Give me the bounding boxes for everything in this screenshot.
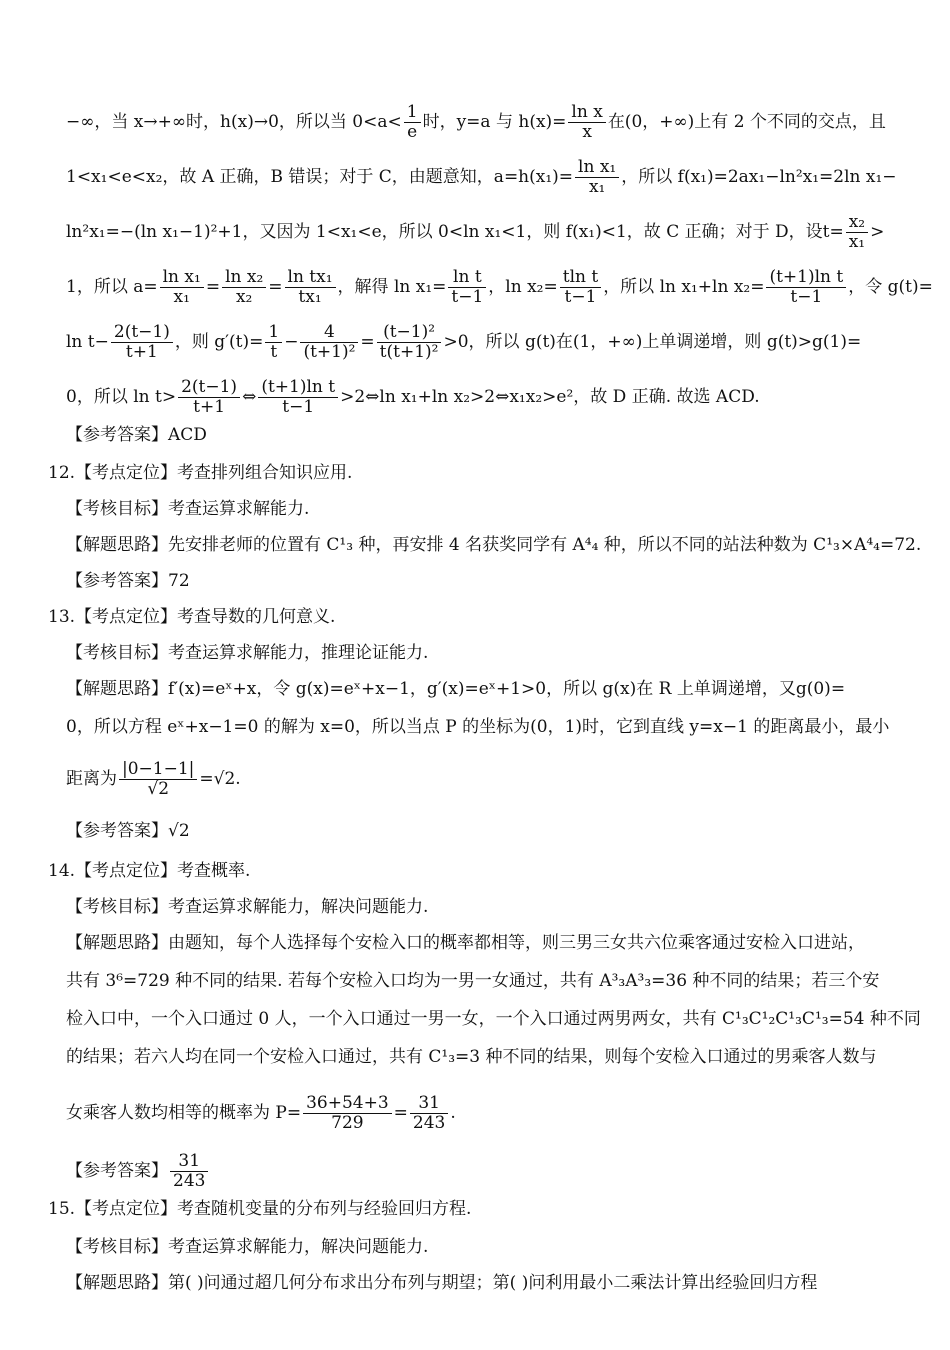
q13-idea-2: 0，所以方程 eˣ+x−1=0 的解为 x=0，所以当点 P 的坐标为(0，1)时，它到直线 y=x−1 的距离最小，最小 (66, 717, 890, 737)
fraction: $\frac{\text{ln x}}{x}$ (568, 103, 605, 142)
q14-answer: 【参考答案】 $\frac{31}{243}$ (66, 1152, 210, 1191)
q15-idea: 【解题思路】第( )问通过超几何分布求出分布列与期望；第( )问利用最小二乘法计算出经验回归方程 (66, 1273, 818, 1293)
q12-goal: 【考核目标】考查运算求解能力. (66, 499, 310, 519)
q11-line-2: 1<x₁<e<x₂，故 A 正确，B 错误；对于 C，由题意知，a=h(x₁)= $\frac{\text{ln x₁}}{\text{x₁}}$ ，所以 f(x₁)=2ax₁−ln²x₁=2ln x₁− (66, 157, 897, 197)
fraction: $\frac{\text{x₂}}{\text{x₁}}$ (846, 213, 868, 252)
q11-answer: 【参考答案】ACD (66, 425, 207, 445)
q12-number: 12.【考点定位】考查排列组合知识应用. (48, 463, 353, 483)
q15-number: 15.【考点定位】考查随机变量的分布列与经验回归方程. (48, 1199, 472, 1219)
q13-goal: 【考核目标】考查运算求解能力，推理论证能力. (66, 643, 429, 663)
q14-number: 14.【考点定位】考查概率. (48, 861, 251, 881)
fraction: $\frac{\text{(t−1)²}}{\text{t(t+1)²}}$ (377, 323, 442, 362)
q14-idea-4: 的结果；若六人均在同一个安检入口通过，共有 C¹₃=3 种不同的结果，则每个安检入口通过的男乘客人数与 (66, 1047, 877, 1067)
fraction: $\frac{\text{ln x₁}}{\text{x₁}}$ (160, 268, 204, 307)
q11-line-6: 0，所以 ln t> $\frac{2(t-1)}{t+1}$ ⇔ $\frac{\text{(t+1)ln t}}{t-1}$ >2⇔ln x₁+ln x₂>2⇔x₁x₂>e²，故 D 正确. 故选 ACD. (66, 377, 760, 417)
q13-idea-1: 【解题思路】f′(x)=eˣ+x，令 g(x)=eˣ+x−1，g′(x)=eˣ+1>0，所以 g(x)在 R 上单调递增，又g(0)= (66, 679, 846, 699)
q12-idea: 【解题思路】先安排老师的位置有 C¹₃ 种，再安排 4 名获奖同学有 A⁴₄ 种，所以不同的站法种数为 C¹₃×A⁴₄=72. (66, 535, 922, 555)
fraction: $\frac{2(t-1)}{t+1}$ (111, 323, 173, 362)
q14-idea-2: 共有 3⁶=729 种不同的结果. 若每个安检入口均为一男一女通过，共有 A³₃A³₃=36 种不同的结果；若三个安 (66, 971, 880, 991)
q13-idea-3: 距离为 $\frac{|0-1-1|}{√2}$ =√2. (66, 759, 241, 799)
fraction: $\frac{\text{ln t}}{t-1}$ (448, 268, 486, 307)
q14-idea-3: 检入口中，一个入口通过 0 人，一个入口通过一男一女，一个入口通过两男两女，共有 C¹₃C¹₂C¹₃C¹₃=54 种不同 (66, 1009, 921, 1029)
fraction: $\frac{4}{\text{(t+1)²}}$ (300, 323, 358, 362)
fraction: $\frac{\text{ln x₁}}{\text{x₁}}$ (575, 158, 619, 197)
fraction: $\frac{\text{tln t}}{t-1}$ (560, 268, 601, 307)
q11-line-4: 1，所以 a= $\frac{\text{ln x₁}}{\text{x₁}}$ = $\frac{\text{ln x₂}}{\text{x₂}}$ = $\frac{\text{ln tx₁}}{\text{tx₁}}$ ，解得 ln x₁= $\frac{\text{ln t}}{t-1}$ ，ln x₂= $\frac{\text{tln t}}{t-1}$ ，所以 ln x₁+ln x₂= $\frac{\text{(t+1)ln t}}{t-1}$ ，令 g(t)= (66, 267, 933, 307)
q11-line-1: −∞，当 x→+∞时，h(x)→0，所以当 0<a< $\frac{1}{e}$ 时，y=a 与 h(x)= $\frac{\text{ln x}}{x}$ 在(0，+∞)上有 2 个不同的交点，且 (66, 102, 886, 142)
q12-answer: 【参考答案】72 (66, 571, 190, 591)
q14-goal: 【考核目标】考查运算求解能力，解决问题能力. (66, 897, 429, 917)
fraction: $\frac{1}{e}$ (404, 103, 421, 142)
q14-idea-5: 女乘客人数均相等的概率为 P= $\frac{36+54+3}{729}$ = $\frac{31}{243}$ . (66, 1093, 456, 1133)
q11-line-5: ln t− $\frac{2(t-1)}{t+1}$ ，则 g′(t)= $\frac{1}{t}$ − $\frac{4}{\text{(t+1)²}}$ = $\frac{\text{(t−1)²}}{\text{t(t+1)²}}$ >0，所以 g(t)在(1，+∞)上单调递增，则 g(t)>g(1)= (66, 322, 862, 362)
fraction: $\frac{\text{ln x₂}}{\text{x₂}}$ (222, 268, 266, 307)
fraction: $\frac{31}{243}$ (170, 1152, 208, 1191)
fraction: $\frac{\text{(t+1)ln t}}{t-1}$ (258, 378, 338, 417)
fraction: $\frac{\text{(t+1)ln t}}{t-1}$ (766, 268, 846, 307)
q13-answer: 【参考答案】√2 (66, 821, 190, 841)
fraction: $\frac{\text{ln tx₁}}{\text{tx₁}}$ (285, 268, 336, 307)
fraction: $\frac{2(t-1)}{t+1}$ (178, 378, 240, 417)
q14-idea-1: 【解题思路】由题知，每个人选择每个安检入口的概率都相等，则三男三女共六位乘客通过安检入口进站， (66, 933, 865, 953)
q11-line-3: ln²x₁=−(ln x₁−1)²+1，又因为 1<x₁<e，所以 0<ln x₁<1，则 f(x₁)<1，故 C 正确；对于 D，设t= $\frac{\text{x₂}}{\text{x₁}}$ > (66, 212, 885, 252)
fraction: $\frac{31}{243}$ (410, 1094, 448, 1133)
q13-number: 13.【考点定位】考查导数的几何意义. (48, 607, 336, 627)
q15-goal: 【考核目标】考查运算求解能力，解决问题能力. (66, 1237, 429, 1257)
fraction: $\frac{36+54+3}{729}$ (303, 1094, 392, 1133)
fraction: $\frac{1}{t}$ (265, 323, 282, 362)
fraction: $\frac{|0-1-1|}{√2}$ (119, 760, 197, 799)
